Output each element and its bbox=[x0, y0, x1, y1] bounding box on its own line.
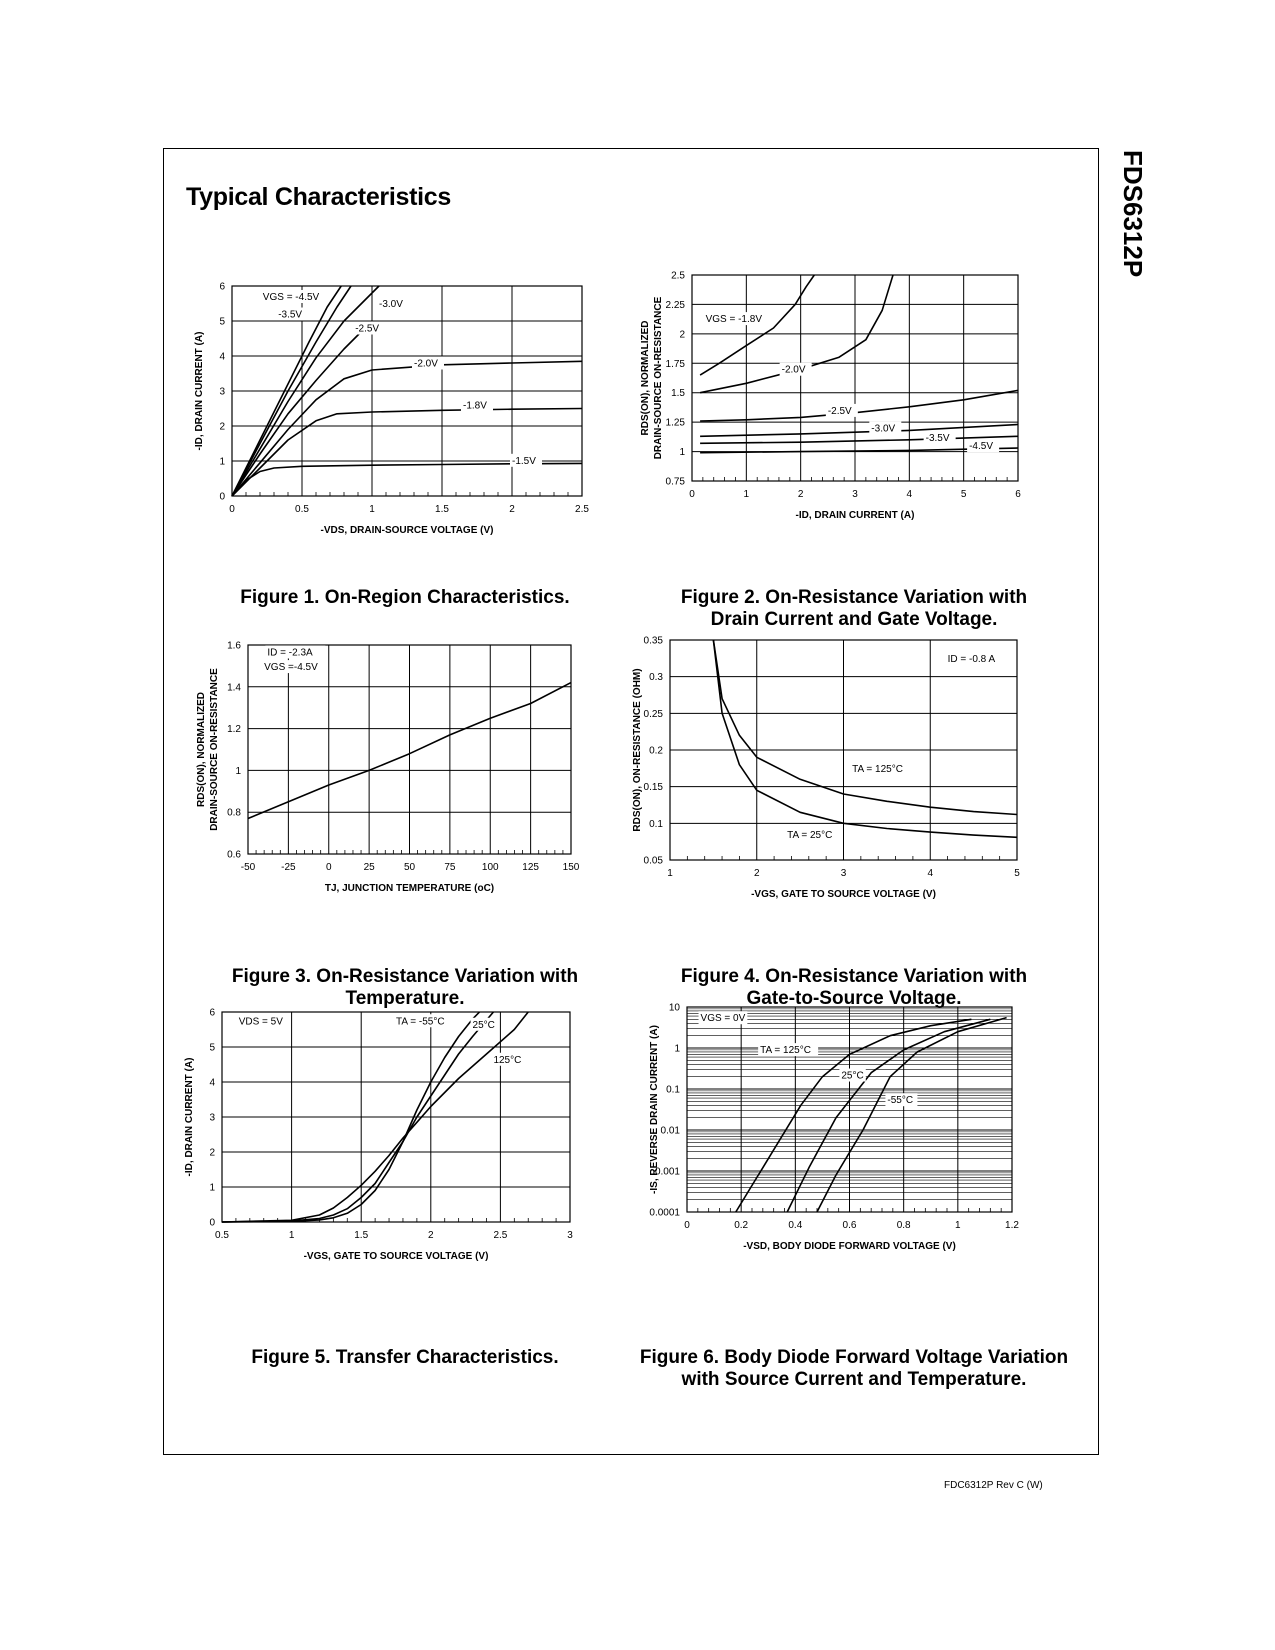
x-tick-label: 0.5 bbox=[295, 504, 309, 515]
x-tick-label: 5 bbox=[960, 489, 967, 500]
series-label: 25°C bbox=[472, 1019, 495, 1031]
figure-4-chart bbox=[632, 635, 1070, 935]
series-label: -2.0V bbox=[414, 358, 438, 370]
y-tick-label: 0.01 bbox=[660, 1125, 680, 1137]
y-tick-label: 2 bbox=[219, 421, 225, 433]
part-number-text: FDS6312P bbox=[1118, 150, 1148, 278]
x-tick-label: 1.5 bbox=[435, 504, 449, 515]
series-line bbox=[713, 640, 1017, 815]
y-tick-label: 3 bbox=[219, 386, 225, 398]
y-tick-label: 10 bbox=[668, 1002, 680, 1014]
y-tick-label: 4 bbox=[209, 1077, 215, 1089]
x-tick-label: 75 bbox=[444, 862, 456, 873]
y-tick-label: 2 bbox=[679, 329, 685, 341]
y-tick-label: 0.75 bbox=[665, 476, 685, 488]
y-tick-label: 6 bbox=[209, 1007, 215, 1019]
y-tick-label: 1 bbox=[679, 447, 685, 459]
y-tick-label: 0.25 bbox=[643, 708, 663, 720]
figure-3-caption-line: Figure 3. On-Resistance Variation with bbox=[231, 966, 579, 987]
x-tick-label: 1.5 bbox=[354, 1230, 369, 1241]
y-tick-label: 0.1 bbox=[649, 818, 663, 830]
series-label: TA = 25°C bbox=[787, 830, 833, 841]
x-tick-label: 3 bbox=[567, 1230, 573, 1241]
figure-2-caption-line: Drain Current and Gate Voltage. bbox=[710, 609, 998, 630]
figure-5-chart bbox=[184, 1007, 610, 1315]
series-label: -1.5V bbox=[512, 455, 536, 467]
series-label: 125°C bbox=[493, 1054, 522, 1066]
x-tick-label: 50 bbox=[403, 862, 416, 873]
series-line bbox=[700, 390, 1018, 421]
figure-1-caption-line: Figure 1. On-Region Characteristics. bbox=[240, 587, 570, 608]
series-label: -4.5V bbox=[969, 441, 994, 453]
y-tick-label: 0 bbox=[219, 491, 225, 503]
figure-3-caption-line: Temperature. bbox=[345, 988, 465, 1009]
x-tick-label: 0 bbox=[689, 489, 695, 500]
figure-6-caption-line: Figure 6. Body Diode Forward Voltage Variation bbox=[639, 1347, 1069, 1368]
y-tick-label: 1.6 bbox=[227, 640, 241, 652]
x-axis-title: -VGS, GATE TO SOURCE VOLTAGE (V) bbox=[303, 1251, 489, 1262]
x-tick-label: 2.5 bbox=[493, 1230, 508, 1241]
x-tick-label: 125 bbox=[522, 862, 539, 873]
x-tick-label: 2.5 bbox=[575, 504, 589, 515]
y-tick-label: 0.05 bbox=[643, 855, 663, 867]
y-tick-label: 1.25 bbox=[665, 417, 685, 429]
y-tick-label: 2.25 bbox=[665, 299, 685, 311]
series-label: -55°C bbox=[887, 1095, 914, 1107]
y-tick-label: 5 bbox=[209, 1042, 215, 1054]
x-tick-label: 2 bbox=[428, 1230, 434, 1241]
series-label: -3.5V bbox=[925, 432, 950, 444]
y-tick-label: 3 bbox=[209, 1112, 215, 1124]
x-tick-label: 2 bbox=[753, 868, 760, 879]
series-label: -2.5V bbox=[355, 323, 380, 335]
x-axis-title: -VGS, GATE TO SOURCE VOLTAGE (V) bbox=[751, 889, 936, 900]
series-line bbox=[232, 409, 582, 497]
x-tick-label: 150 bbox=[562, 862, 580, 873]
series-label: VGS = 0V bbox=[700, 1013, 746, 1025]
series-label: TA = 125°C bbox=[760, 1045, 811, 1057]
figure-3-chart bbox=[196, 640, 610, 935]
y-tick-label: 2.5 bbox=[671, 270, 685, 282]
x-tick-label: 0.6 bbox=[842, 1220, 857, 1231]
footer-revision: FDC6312P Rev C (W) bbox=[944, 1480, 1043, 1491]
y-tick-label: 2 bbox=[209, 1147, 215, 1159]
plot-area bbox=[670, 640, 1017, 860]
series-label: VDS = 5V bbox=[238, 1016, 283, 1028]
series-label: -3.5V bbox=[278, 309, 303, 321]
y-axis-title: RDS(ON), NORMALIZED bbox=[196, 692, 207, 807]
y-axis-title: DRAIN-SOURCE ON-RESISTANCE bbox=[209, 668, 220, 831]
figure-5-caption bbox=[170, 1347, 640, 1369]
series-label: ID = -0.8 A bbox=[947, 654, 996, 665]
x-tick-label: 0.5 bbox=[215, 1230, 229, 1241]
x-tick-label: 0.4 bbox=[788, 1220, 803, 1231]
x-tick-label: 3 bbox=[852, 489, 858, 500]
figure-2-caption bbox=[619, 587, 1089, 631]
y-tick-label: 0.0001 bbox=[649, 1207, 680, 1219]
series-label: VGS = -4.5V bbox=[262, 292, 320, 303]
part-number-label bbox=[1106, 150, 1166, 310]
y-tick-label: 0.1 bbox=[666, 1084, 680, 1096]
x-tick-label: 3 bbox=[840, 868, 847, 879]
y-tick-label: 4 bbox=[219, 351, 225, 363]
y-tick-label: 1.5 bbox=[671, 388, 685, 400]
figure-2-chart bbox=[640, 270, 1070, 548]
figure-4-caption-line: Gate-to-Source Voltage. bbox=[746, 988, 962, 1009]
series-label: -2.0V bbox=[781, 364, 806, 376]
y-tick-label: 0 bbox=[209, 1217, 215, 1229]
x-tick-label: 2 bbox=[509, 504, 515, 515]
y-tick-label: 0.6 bbox=[227, 849, 241, 861]
x-tick-label: 1 bbox=[369, 504, 375, 515]
y-axis-title: -ID, DRAIN CURRENT (A) bbox=[184, 1057, 195, 1177]
x-axis-title: -VDS, DRAIN-SOURCE VOLTAGE (V) bbox=[320, 525, 494, 536]
figure-6-caption bbox=[619, 1347, 1089, 1391]
x-tick-label: 0 bbox=[325, 862, 332, 873]
x-tick-label: 1 bbox=[288, 1230, 295, 1241]
x-tick-label: 0.2 bbox=[734, 1220, 749, 1231]
y-axis-title: RDS(ON), NORMALIZED bbox=[640, 320, 651, 436]
x-axis-title: -ID, DRAIN CURRENT (A) bbox=[795, 510, 915, 521]
y-tick-label: 6 bbox=[219, 281, 225, 293]
y-tick-label: 0.8 bbox=[227, 807, 241, 819]
series-label: TA = 125°C bbox=[852, 764, 903, 775]
y-axis-title: DRAIN-SOURCE ON-RESISTANCE bbox=[653, 296, 664, 460]
y-axis-title: -IS, REVERSE DRAIN CURRENT (A) bbox=[649, 1025, 660, 1194]
series-label: 25°C bbox=[841, 1070, 864, 1082]
figure-6-caption-line: with Source Current and Temperature. bbox=[681, 1369, 1027, 1390]
y-tick-label: 1.75 bbox=[665, 358, 685, 370]
series-label: VGS =-4.5V bbox=[264, 662, 318, 674]
figure-4-caption bbox=[619, 966, 1089, 1010]
x-tick-label: 1 bbox=[955, 1220, 961, 1231]
x-tick-label: 0.8 bbox=[896, 1220, 911, 1231]
x-tick-label: 6 bbox=[1015, 489, 1021, 500]
series-label: -3.0V bbox=[871, 423, 896, 435]
y-axis-title: RDS(ON), ON-RESISTANCE (OHM) bbox=[632, 668, 643, 832]
figure-2-caption-line: Figure 2. On-Resistance Variation with bbox=[680, 587, 1028, 608]
figure-3-caption bbox=[170, 966, 640, 1010]
y-tick-label: 0.35 bbox=[643, 635, 663, 647]
y-tick-label: 0.3 bbox=[649, 672, 663, 684]
x-tick-label: -50 bbox=[240, 862, 256, 873]
x-tick-label: 4 bbox=[927, 868, 934, 879]
x-tick-label: 0 bbox=[684, 1220, 690, 1231]
series-label: ID = -2.3A bbox=[267, 647, 313, 659]
x-tick-label: 5 bbox=[1014, 868, 1020, 879]
series-line bbox=[232, 358, 582, 496]
plot-area bbox=[222, 1012, 570, 1222]
series-line bbox=[713, 640, 1017, 837]
y-tick-label: 1 bbox=[209, 1182, 215, 1194]
y-axis-title: -ID, DRAIN CURRENT (A) bbox=[194, 331, 205, 451]
x-axis-title: -VSD, BODY DIODE FORWARD VOLTAGE (V) bbox=[743, 1241, 956, 1252]
x-tick-label: 1 bbox=[743, 489, 750, 500]
x-tick-label: 100 bbox=[481, 862, 499, 873]
page-heading: Typical Characteristics bbox=[186, 183, 451, 211]
figure-1-caption bbox=[170, 587, 640, 609]
y-tick-label: 1 bbox=[674, 1043, 680, 1055]
x-axis-title: TJ, JUNCTION TEMPERATURE (oC) bbox=[324, 883, 495, 894]
y-tick-label: 0.001 bbox=[654, 1166, 680, 1178]
figure-6-chart bbox=[645, 1002, 1070, 1315]
series-label: TA = -55°C bbox=[396, 1016, 445, 1028]
x-tick-label: -25 bbox=[281, 862, 296, 873]
x-tick-label: 25 bbox=[363, 862, 375, 873]
figure-5-caption-line: Figure 5. Transfer Characteristics. bbox=[251, 1347, 559, 1368]
y-tick-label: 1 bbox=[235, 765, 241, 777]
figure-4-caption-line: Figure 4. On-Resistance Variation with bbox=[680, 966, 1028, 987]
plot-area bbox=[248, 645, 571, 854]
y-tick-label: 1.2 bbox=[227, 724, 241, 736]
series-label: -2.5V bbox=[827, 405, 852, 417]
series-line bbox=[700, 425, 1018, 437]
y-tick-label: 0.15 bbox=[643, 782, 663, 794]
y-tick-label: 1.4 bbox=[227, 682, 241, 694]
y-tick-label: 1 bbox=[219, 456, 225, 468]
x-tick-label: 4 bbox=[906, 489, 913, 500]
x-tick-label: 1 bbox=[667, 868, 673, 879]
x-tick-label: 2 bbox=[797, 489, 804, 500]
y-tick-label: 0.2 bbox=[649, 745, 663, 757]
x-tick-label: 1.2 bbox=[1005, 1220, 1019, 1231]
y-tick-label: 5 bbox=[219, 316, 225, 328]
series-label: -3.0V bbox=[379, 299, 403, 310]
series-line bbox=[232, 463, 582, 496]
x-tick-label: 0 bbox=[229, 504, 235, 515]
figure-1-chart bbox=[190, 280, 610, 550]
series-label: -1.8V bbox=[463, 400, 487, 412]
series-label: VGS = -1.8V bbox=[705, 314, 763, 326]
